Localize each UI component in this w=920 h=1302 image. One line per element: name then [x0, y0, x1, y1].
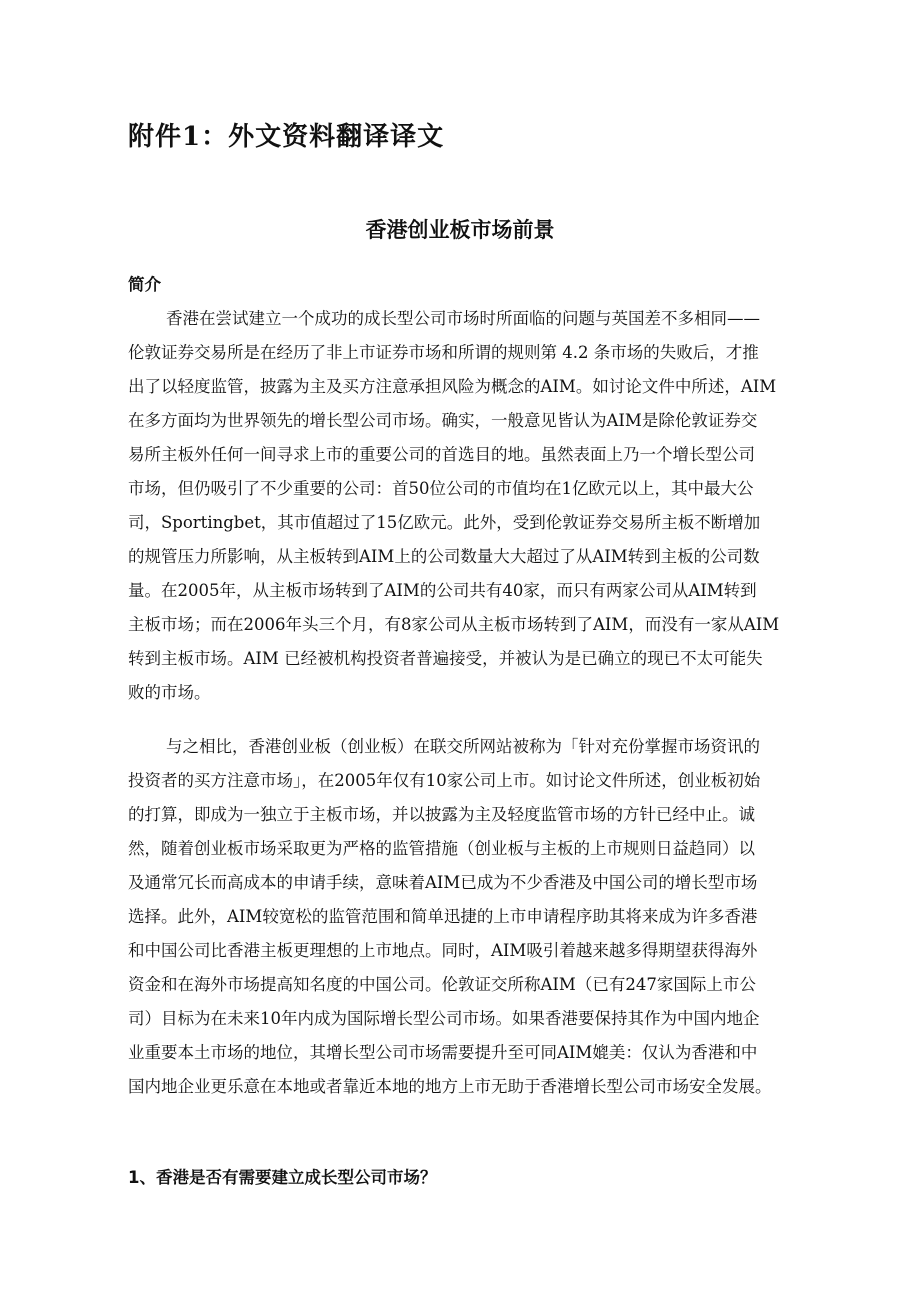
paragraph-line: 及通常冗长而高成本的申请手续，意味着AIM已成为不少香港及中国公司的增长型市场 — [128, 873, 758, 892]
paragraph-line: 市场，但仍吸引了不少重要的公司：首50位公司的市值均在1亿欧元以上，其中最大公 — [128, 479, 754, 498]
section-heading-question-1: 1、香港是否有需要建立成长型公司市场？ — [128, 1168, 437, 1187]
paragraph-line: 与之相比，香港创业板（创业板）在联交所网站被称为「针对充份掌握市场资讯的 — [166, 737, 760, 756]
document-title: 香港创业板市场前景 — [365, 218, 555, 242]
paragraph-line: 量。在2005年，从主板市场转到了AIM的公司共有40家，而只有两家公司从AIM转到 — [128, 581, 757, 600]
paragraph-2 — [128, 730, 840, 1104]
paragraph-line: 司）目标为在未来10年内成为国际增长型公司市场。如果香港要保持其作为中国内地企 — [128, 1009, 760, 1028]
paragraph-line: 投资者的买方注意市场」，在2005年仅有10家公司上市。如讨论文件所述，创业板初始 — [128, 771, 761, 790]
paragraph-line: 的规管压力所影响，从主板转到AIM上的公司数量大大超过了从AIM转到主板的公司数 — [128, 547, 760, 566]
section-heading-intro: 简介 — [128, 275, 161, 294]
paragraph-line: 和中国公司比香港主板更理想的上市地点。同时，AIM吸引着越来越多得期望获得海外 — [128, 941, 758, 960]
paragraph-line: 香港在尝试建立一个成功的成长型公司市场时所面临的问题与英国差不多相同—— — [166, 309, 760, 328]
paragraph-line: 国内地企业更乐意在本地或者靠近本地的地方上市无助于香港增长型公司市场安全发展。 — [128, 1077, 772, 1096]
paragraph-line: 选择。此外，AIM较宽松的监管范围和简单迅捷的上市申请程序助其将来成为许多香港 — [128, 907, 758, 926]
paragraph-line: 司，Sportingbet，其市值超过了15亿欧元。此外，受到伦敦证券交易所主板不断增加 — [128, 513, 761, 532]
paragraph-line: 资金和在海外市场提高知名度的中国公司。伦敦证交所称AIM（已有247家国际上市公 — [128, 975, 756, 994]
paragraph-line: 易所主板外任何一间寻求上市的重要公司的首选目的地。虽然表面上乃一个增长型公司 — [128, 445, 755, 464]
paragraph-line: 出了以轻度监管，披露为主及买方注意承担风险为概念的AIM。如讨论文件中所述，AIM — [128, 377, 777, 396]
paragraph-line: 伦敦证券交易所是在经历了非上市证券市场和所谓的规则第 4.2 条市场的失败后，才推 — [128, 343, 759, 362]
paragraph-line: 然，随着创业板市场采取更为严格的监管措施（创业板与主板的上市规则日益趋同）以 — [128, 839, 755, 858]
paragraph-1 — [128, 302, 840, 710]
paragraph-line: 败的市场。 — [128, 683, 211, 702]
paragraph-line: 主板市场；而在2006年头三个月，有8家公司从主板市场转到了AIM，而没有一家从AIM — [128, 615, 780, 634]
paragraph-line: 业重要本土市场的地位，其增长型公司市场需要提升至可同AIM媲美：仅认为香港和中 — [128, 1043, 758, 1062]
attachment-title: 附件1：外文资料翻译译文 — [128, 122, 445, 152]
paragraph-line: 转到主板市场。AIM 已经被机构投资者普遍接受，并被认为是已确立的现已不太可能失 — [128, 649, 763, 668]
paragraph-line: 的打算，即成为一独立于主板市场，并以披露为主及轻度监管市场的方针已经中止。诚 — [128, 805, 755, 824]
paragraph-line: 在多方面均为世界领先的增长型公司市场。确实，一般意见皆认为AIM是除伦敦证券交 — [128, 411, 758, 430]
